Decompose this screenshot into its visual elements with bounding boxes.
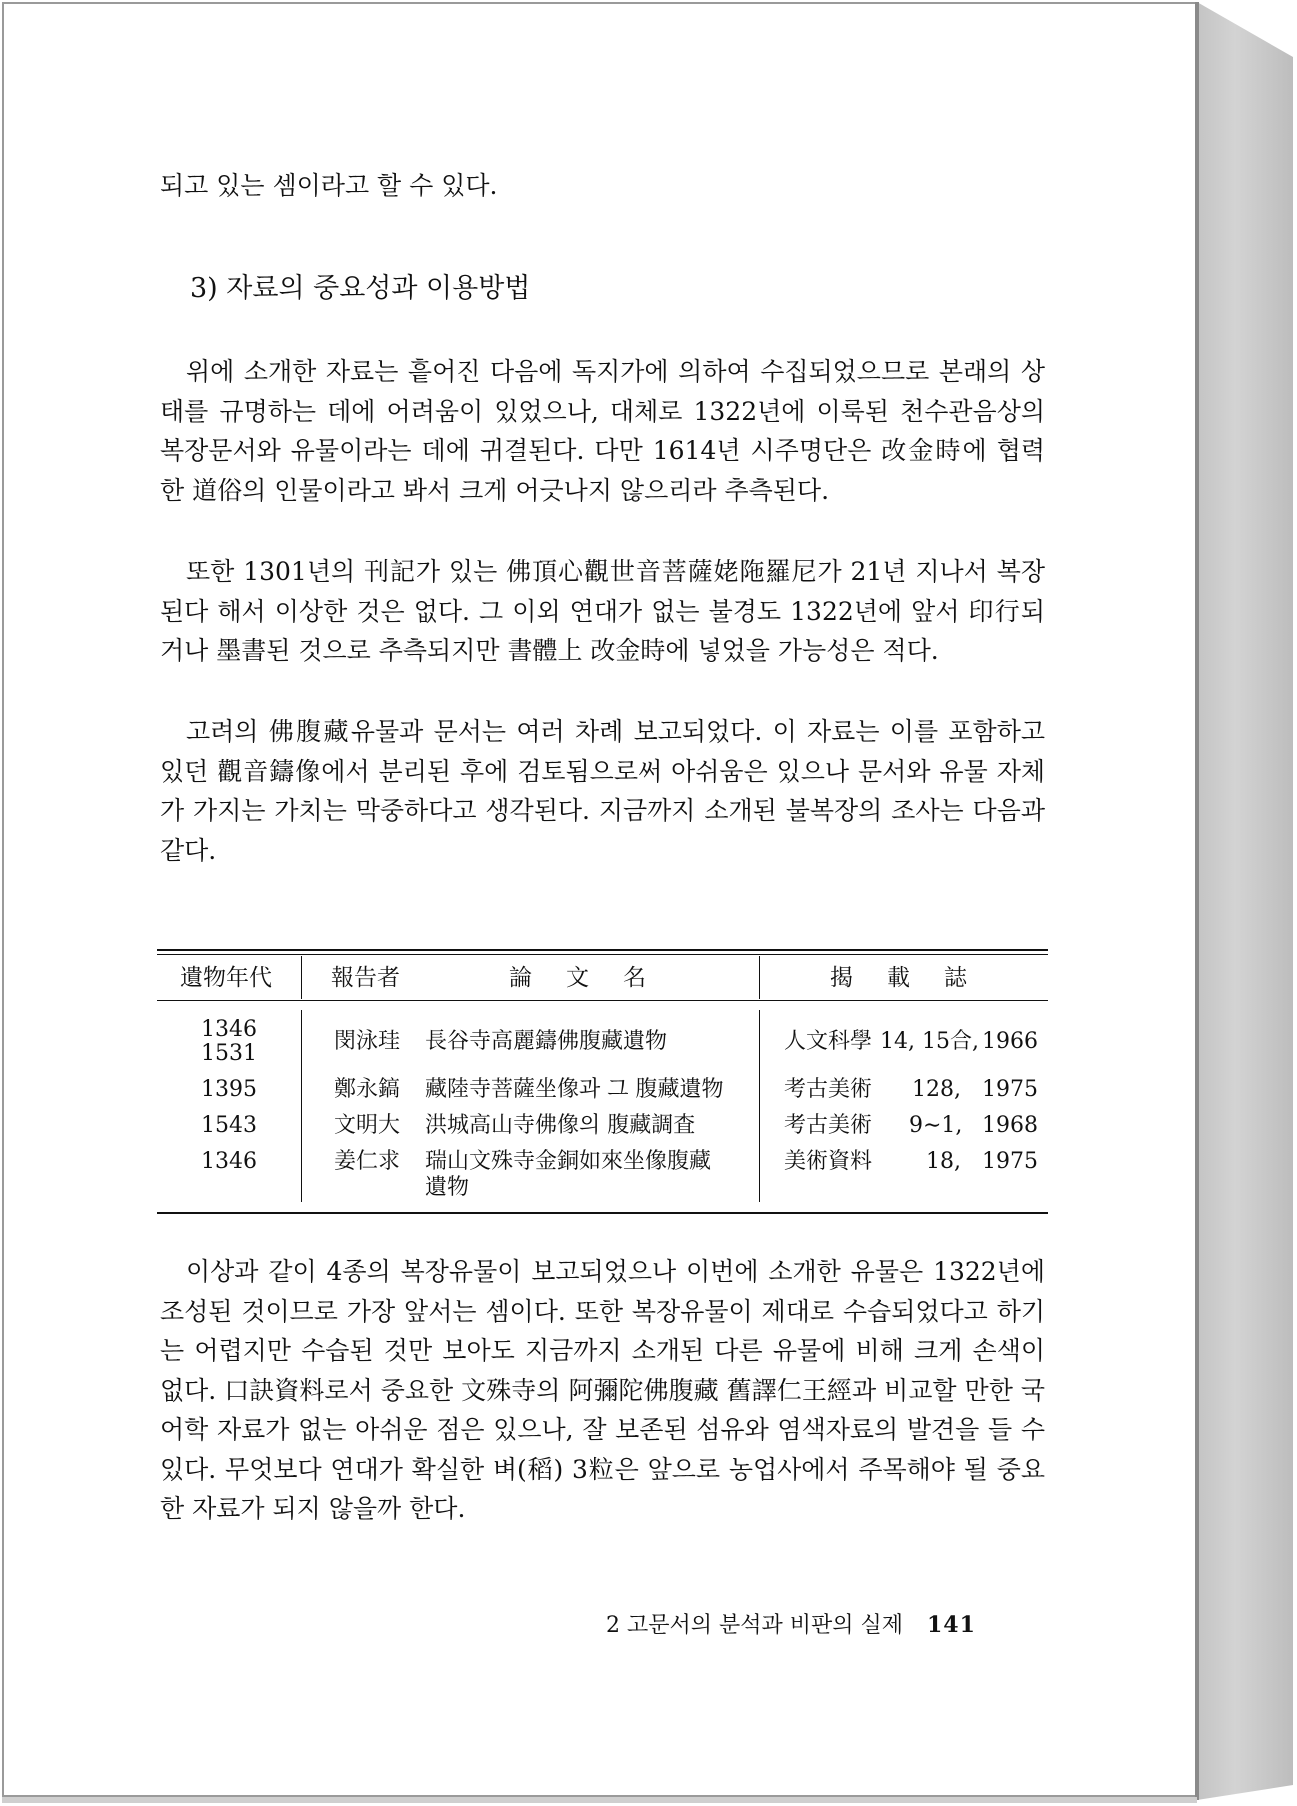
header-journal: 揭載誌 [830,965,1001,991]
row4-year: 1346 [201,1149,257,1174]
page-number: 141 [927,1612,976,1638]
row2-author: 鄭永鎬 [334,1077,401,1102]
running-footer [606,1608,976,1639]
paragraph-3: 고려의 佛腹藏유물과 문서는 여러 차례 보고되었다. 이 자료는 이를 포함하고 있던 觀音鑄像에서 분리된 후에 검토됨으로써 아쉬움은 있으나 문서와 유물 자체가 가지는 가치는 막중하다고 생각된다. 지금까지 소개된 불복장의 조사는 다음과 같다. [160,717,1045,865]
table-divider [301,1010,302,1202]
row4-year-published: 1975 [982,1149,1038,1174]
paragraph-1: 위에 소개한 자료는 흩어진 다음에 독지가에 의하여 수집되었으므로 본래의 상태를 규명하는 데에 어려움이 있었으나, 대체로 1322년에 이룩된 천수관음상의 복장문서와 유물이라는 데에 귀결된다. 다만 1614년 시주명단은 改金時에 협력한 道俗의 인물이라고 봐서 크게 어긋나지 않으리라 추측된다. [160,357,1045,505]
row4-title: 瑞山文殊寺金銅如來坐像腹藏 [425,1149,712,1174]
row4-title-2: 遺物 [425,1175,470,1200]
row3-author: 文明大 [334,1113,401,1138]
row3-journal: 考古美術 [784,1113,873,1138]
book-spine-edge [1195,2,1199,1800]
page-bottom-edge [2,1797,1197,1803]
table-bottom-rule [157,1212,1048,1214]
table-top-rule-thin [157,954,1048,955]
table-divider [759,956,760,999]
row3-year-published: 1968 [982,1113,1038,1138]
row3-year: 1543 [201,1113,257,1138]
header-title: 論文名 [509,965,680,991]
row2-title: 藏陸寺菩薩坐像과 그 腹藏遺物 [425,1077,724,1102]
row2-volume: 128, [912,1077,961,1102]
book-page [2,2,1197,1797]
row2-year: 1395 [201,1077,257,1102]
row1-year-2: 1531 [201,1041,257,1066]
row2-year-published: 1975 [982,1077,1038,1102]
row1-volume: 14, 15合, [880,1029,979,1054]
row2-journal: 考古美術 [784,1077,873,1102]
table-top-rule [157,949,1048,951]
row3-title: 洪城高山寺佛像의 腹藏調査 [425,1113,696,1138]
row4-journal: 美術資料 [784,1149,873,1174]
row1-title: 長谷寺高麗鑄佛腹藏遺物 [425,1029,668,1054]
table-header-rule [157,1000,1048,1001]
row4-volume: 18, [926,1149,961,1174]
book-spine [1197,2,1293,1800]
table-divider [301,956,302,999]
row1-journal: 人文科學 [784,1029,873,1054]
row4-author: 姜仁求 [334,1149,401,1174]
row1-author: 閔泳珪 [334,1029,401,1054]
row1-year-published: 1966 [982,1029,1038,1054]
paragraph-4: 이상과 같이 4종의 복장유물이 보고되었으나 이번에 소개한 유물은 1322년에 조성된 것이므로 가장 앞서는 셈이다. 또한 복장유물이 제대로 수습되었다고 하기는 어렵지만 수습된 것만 보아도 지금까지 소개된 다른 유물에 비해 크게 손색이 없다. 口訣資料로서 중요한 文殊寺의 阿彌陀佛腹藏 舊譯仁王經과 비교할 만한 국어학 자료가 없는 아쉬운 점은 있으나, 잘 보존된 섬유와 염색자료의 발견을 들 수 있다. 무엇보다 연대가 확실한 벼(稻) 3粒은 앞으로 농업사에서 주목해야 될 중요한 자료가 되지 않을까 한다. [160,1257,1045,1523]
footer-chapter: 2 고문서의 분석과 비판의 실제 [606,1613,903,1638]
paragraph-2: 또한 1301년의 刊記가 있는 佛頂心觀世音菩薩姥陁羅尼가 21년 지나서 복장된다 해서 이상한 것은 없다. 그 이외 연대가 없는 불경도 1322년에 앞서 印行되거나 墨書된 것으로 추측되지만 書體上 改金時에 넣었을 가능성은 적다. [160,557,1045,665]
row1-year: 1346 [201,1017,257,1042]
table-divider [759,1010,760,1202]
header-author: 報告者 [331,965,400,991]
paragraph-continuation: 되고 있는 셈이라고 할 수 있다. [160,171,498,200]
header-year: 遺物年代 [180,965,272,991]
row3-volume: 9∼1, [909,1113,963,1138]
section-heading: 3) 자료의 중요성과 이용방법 [190,273,531,304]
